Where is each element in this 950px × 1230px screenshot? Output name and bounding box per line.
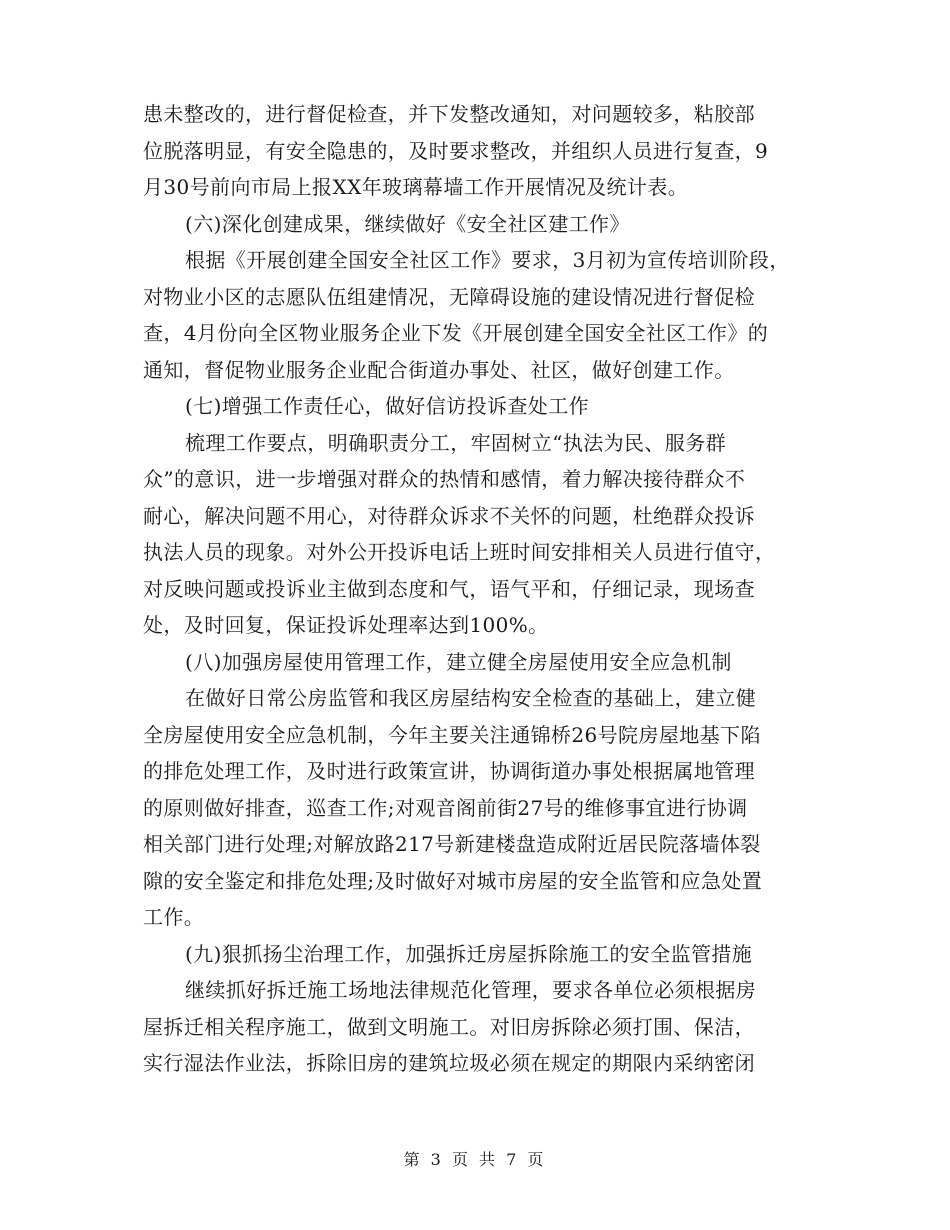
text-line: 处，及时回复，保证投诉处理率达到100%。 (143, 613, 549, 637)
text-line: (八)加强房屋使用管理工作，建立健全房屋使用安全应急机制 (185, 649, 732, 674)
text-line: 的排危处理工作，及时进行政策宣讲，协调街道办事处根据属地管理 (143, 759, 755, 783)
document-body (143, 96, 813, 1082)
text-line: 耐心，解决问题不用心，对待群众诉求不关怀的问题，杜绝群众投诉 (143, 503, 755, 528)
text-line: 执法人员的现象。对外公开投诉电话上班时间安排相关人员进行值守， (143, 540, 776, 564)
text-line: 月30号前向市局上报XX年玻璃幕墙工作开展情况及统计表。 (143, 175, 689, 199)
text-line: 根据《开展创建全国安全社区工作》要求，3月初为宣传培训阶段， (185, 248, 790, 272)
text-line: 全房屋使用安全应急机制，今年主要关注通锦桥26号院房屋地基下陷 (143, 722, 761, 747)
text-line: 位脱落明显，有安全隐患的，及时要求整改，并组织人员进行复查，9 (143, 138, 769, 163)
text-line: 通知，督促物业服务企业配合街道办事处、社区，做好创建工作。 (143, 357, 735, 382)
text-line: 在做好日常公房监管和我区房屋结构安全检查的基础上，建立健 (185, 686, 757, 710)
text-line: 对反映问题或投诉业主做到态度和气，语气平和，仔细记录，现场查 (143, 576, 755, 601)
text-line: (六)深化创建成果，继续做好《安全社区建工作》 (185, 211, 630, 236)
text-line: 的原则做好排查，巡查工作;对观音阁前街27号的维修事宜进行协调 (143, 795, 748, 820)
page-number-footer: 第 3 页 共 7 页 (403, 1150, 547, 1169)
text-line: 梳理工作要点，明确职责分工，牢固树立“执法为民、服务群 (185, 430, 727, 455)
text-line: (九)狠抓扬尘治理工作，加强拆迁房屋拆除施工的安全监管措施 (185, 941, 753, 966)
text-line: 患未整改的，进行督促检查，并下发整改通知，对问题较多，粘胶部 (143, 102, 755, 126)
text-line: 工作。 (143, 905, 205, 929)
text-line: 相关部门进行处理;对解放路217号新建楼盘造成附近居民院落墙体裂 (143, 832, 761, 856)
text-line: 实行湿法作业法，拆除旧房的建筑垃圾必须在规定的期限内采纳密闭 (143, 1051, 755, 1075)
text-line: (七)增强工作责任心，做好信访投诉查处工作 (185, 394, 590, 418)
text-line: 对物业小区的志愿队伍组建情况，无障碍设施的建设情况进行督促检 (143, 284, 755, 309)
text-line: 继续抓好拆迁施工场地法律规范化管理，要求各单位必须根据房 (185, 978, 757, 1002)
text-line: 隙的安全鉴定和排危处理;及时做好对城市房屋的安全监管和应急处置 (143, 868, 763, 893)
text-line: 屋拆迁相关程序施工，做到文明施工。对旧房拆除必须打围、保洁， (143, 1014, 755, 1039)
text-line: 查，4月份向全区物业服务企业下发《开展创建全国安全社区工作》的 (143, 321, 769, 345)
text-line: 众”的意识，进一步增强对群众的热情和感情，着力解决接待群众不 (143, 467, 746, 491)
